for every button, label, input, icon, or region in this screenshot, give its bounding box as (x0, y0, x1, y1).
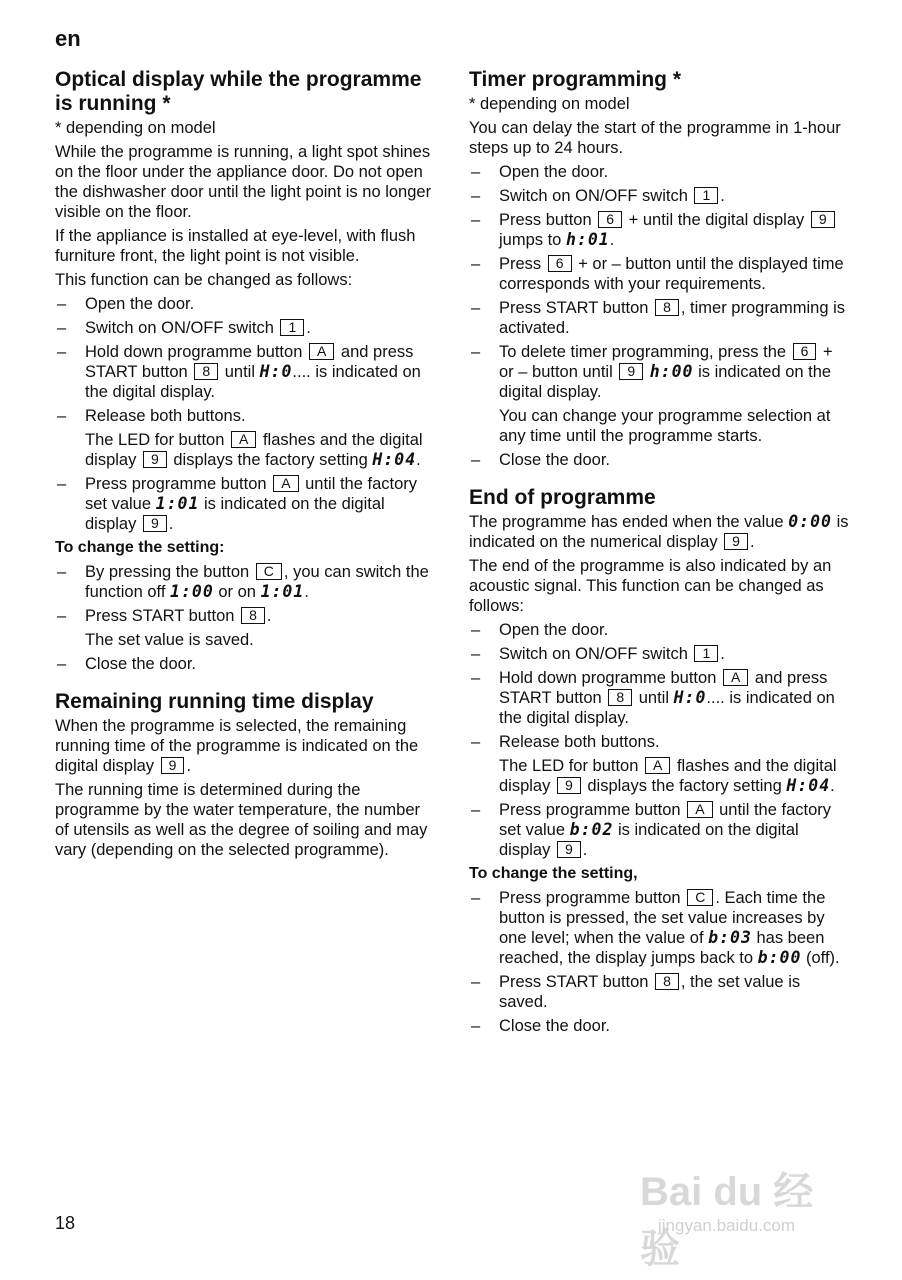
lcd-value: h:00 (649, 362, 694, 381)
lcd-value: b:00 (757, 948, 802, 967)
list-item: – Open the door. (55, 294, 433, 314)
list-item: – Close the door. (55, 654, 433, 674)
button-ref-box: 1 (280, 319, 304, 336)
button-ref-box: 1 (694, 645, 718, 662)
button-ref-box: 1 (694, 187, 718, 204)
list-item: – By pressing the button C , you can switch the function off 1:00 or on 1:01. (55, 562, 433, 602)
lcd-value: H:0 (673, 688, 707, 707)
list-item: – Switch on ON/OFF switch 1 . (469, 644, 849, 664)
section-title-remaining-time: Remaining running time display (55, 690, 374, 713)
list-item: – Open the door. (469, 162, 849, 182)
paragraph: When the programme is selected, the remaining running time of the programme is indicated on the digital display 9 . (55, 717, 419, 775)
subheading-change-setting: To change the setting, (469, 865, 638, 882)
list-item: – Hold down programme button A and press START button 8 until H:0.... is indicated on the digital display. (55, 342, 433, 402)
list-item-continuation: The LED for button A flashes and the digital display 9 displays the factory setting H:04. (85, 431, 423, 469)
section-title-end-of-programme: End of programme (469, 486, 656, 509)
language-label: en (55, 26, 81, 51)
watermark (640, 1150, 850, 1271)
lcd-value: H:04 (372, 450, 417, 469)
steps-list (469, 620, 849, 860)
paragraph: The running time is determined during the programme by the water temperature, the number of utensils as well as the degree of soiling and may vary (depending on the selected programme). (55, 781, 428, 859)
list-item-continuation: The LED for button A flashes and the digital display 9 displays the factory setting H:04. (499, 757, 837, 795)
lcd-value: H:04 (786, 776, 831, 795)
list-item: – Press button 6 + until the digital display 9 jumps to h:01. (469, 210, 849, 250)
list-item: – Release both buttons. (55, 406, 433, 426)
lcd-value: 1:01 (155, 494, 200, 513)
button-ref-box: 9 (619, 363, 643, 380)
button-ref-box: 9 (161, 757, 185, 774)
button-ref-box: 6 (793, 343, 817, 360)
left-column (55, 68, 433, 864)
button-ref-box: 6 (598, 211, 622, 228)
button-ref-box: 9 (811, 211, 835, 228)
section-title-timer-programming: Timer programming * (469, 68, 681, 91)
paragraph: You can delay the start of the programme in 1-hour steps up to 24 hours. (469, 119, 841, 157)
section-title-optical-display: Optical display while the programme is running * (55, 68, 422, 115)
lcd-value: b:02 (569, 820, 614, 839)
right-column (469, 68, 849, 1040)
lcd-value: 1:00 (170, 582, 214, 601)
list-item: – Switch on ON/OFF switch 1 . (469, 186, 849, 206)
list-item: – Hold down programme button A and press START button 8 until H:0.... is indicated on the digital display. (469, 668, 849, 728)
page-number: 18 (55, 1213, 76, 1233)
lcd-value: h:01 (565, 230, 610, 249)
steps-list (469, 162, 849, 470)
list-item: – To delete timer programming, press the 6 + or – button until 9 h:00 is indicated on the digital display. (469, 342, 849, 402)
list-item: – Switch on ON/OFF switch 1 . (55, 318, 433, 338)
list-item-continuation: You can change your programme selection at any time until the programme starts. (499, 407, 831, 445)
button-ref-box: 9 (724, 533, 748, 550)
button-ref-box: C (687, 889, 713, 906)
paragraph: While the programme is running, a light spot shines on the floor under the appliance door. Do not open the dishwasher door until the light point is no longer visible on the floor. (55, 143, 432, 221)
steps-list (469, 888, 849, 1036)
button-ref-box: 6 (548, 255, 572, 272)
steps-list (55, 562, 433, 674)
button-ref-box: A (645, 757, 670, 774)
list-item: – Press programme button C . Each time the button is pressed, the set value increases by one level; when the value of b:03 has been reached, the display jumps back to b:00 (off). (469, 888, 849, 968)
button-ref-box: C (256, 563, 282, 580)
paragraph: If the appliance is installed at eye-level, with flush furniture front, the light point is not visible. (55, 227, 416, 265)
button-ref-box: 8 (241, 607, 265, 624)
list-item: – Close the door. (469, 1016, 849, 1036)
button-ref-box: 8 (194, 363, 218, 380)
button-ref-box: 9 (557, 841, 581, 858)
button-ref-box: A (231, 431, 256, 448)
list-item: – Press 6 + or – button until the displayed time corresponds with your requirements. (469, 254, 849, 294)
list-item: – Press START button 8 . (55, 606, 433, 626)
list-item: – Open the door. (469, 620, 849, 640)
button-ref-box: 9 (143, 451, 167, 468)
button-ref-box: 8 (608, 689, 632, 706)
lcd-value: b:03 (708, 928, 752, 947)
lcd-value: 1:01 (260, 582, 305, 601)
model-note: * depending on model (469, 95, 630, 113)
paragraph: This function can be changed as follows: (55, 271, 353, 289)
watermark-logo-text: Bai du 经验 (640, 1170, 814, 1271)
watermark-url: jingyan.baidu.com (658, 1216, 796, 1235)
paragraph: The programme has ended when the value 0:00 is indicated on the numerical display 9 . (469, 512, 849, 551)
subheading-change-setting: To change the setting: (55, 539, 225, 556)
list-item: – Release both buttons. (469, 732, 849, 752)
list-item: – Press programme button A until the factory set value 1:01 is indicated on the digital display 9 . (55, 474, 433, 534)
button-ref-box: A (273, 475, 298, 492)
button-ref-box: A (723, 669, 748, 686)
button-ref-box: 8 (655, 973, 679, 990)
button-ref-box: 8 (655, 299, 679, 316)
button-ref-box: 9 (557, 777, 581, 794)
button-ref-box: A (309, 343, 334, 360)
list-item: – Press programme button A until the factory set value b:02 is indicated on the digital display 9 . (469, 800, 849, 860)
list-item: – Close the door. (469, 450, 849, 470)
list-item-continuation: The set value is saved. (85, 631, 254, 649)
lcd-value: 0:00 (788, 512, 832, 531)
model-note: * depending on model (55, 119, 216, 137)
lcd-value: H:0 (259, 362, 293, 381)
button-ref-box: 9 (143, 515, 167, 532)
steps-list (55, 294, 433, 534)
list-item: – Press START button 8 , timer programming is activated. (469, 298, 849, 338)
button-ref-box: A (687, 801, 712, 818)
list-item: – Press START button 8 , the set value is saved. (469, 972, 849, 1012)
paragraph: The end of the programme is also indicated by an acoustic signal. This function can be changed as follows: (469, 557, 832, 615)
